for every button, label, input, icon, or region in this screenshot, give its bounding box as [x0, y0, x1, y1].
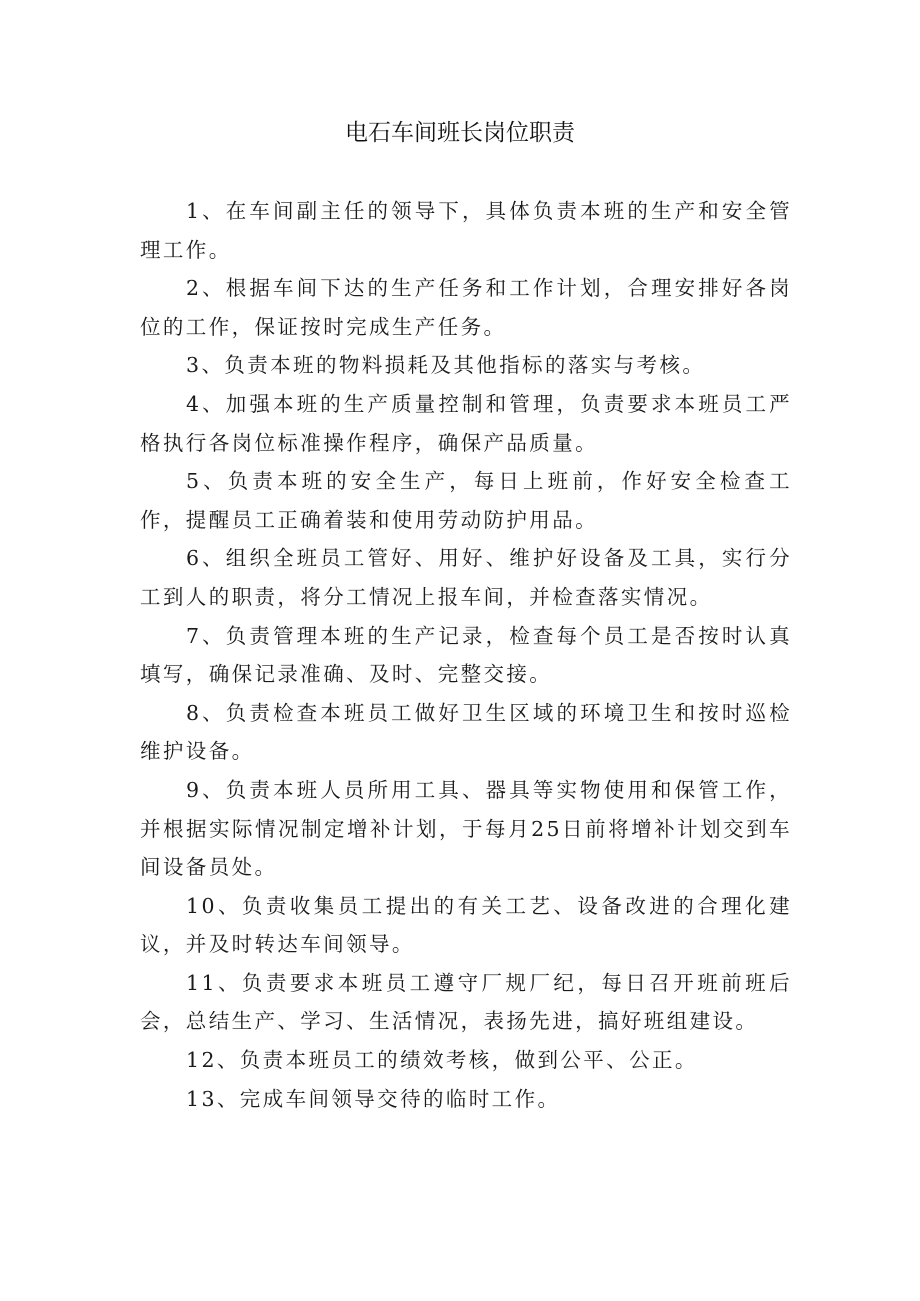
duty-item-7: 7、负责管理本班的生产记录，检查每个员工是否按时认真填写，确保记录准确、及时、完整交接。 [140, 623, 792, 687]
duty-item-10: 10、负责收集员工提出的有关工艺、设备改进的合理化建议，并及时转达车间领导。 [140, 893, 792, 957]
duty-item-6: 6、组织全班员工管好、用好、维护好设备及工具，实行分工到人的职责，将分工情况上报车间，并检查落实情况。 [140, 546, 792, 609]
duty-item-3: 3、负责本班的物料损耗及其他指标的落实与考核。 [186, 353, 706, 378]
duty-item-12: 12、负责本班员工的绩效考核，做到公平、公正。 [186, 1048, 698, 1073]
duty-item-8: 8、负责检查本班员工做好卫生区域的环境卫生和按时巡检维护设备。 [140, 700, 792, 764]
document-body [140, 192, 792, 1118]
duty-item-1: 1、在车间副主任的领导下，具体负责本班的生产和安全管理工作。 [140, 199, 792, 262]
duty-item-9: 9、负责本班人员所用工具、器具等实物使用和保管工作，并根据实际情况制定增补计划，于每月25日前将增补计划交到车间设备员处。 [140, 777, 792, 880]
duty-item-11: 11、负责要求本班员工遵守厂规厂纪，每日召开班前班后会，总结生产、学习、生活情况，表扬先进，搞好班组建设。 [140, 970, 792, 1034]
duty-item-4: 4、加强本班的生产质量控制和管理，负责要求本班员工严格执行各岗位标准操作程序，确保产品质量。 [140, 391, 792, 455]
duty-item-5: 5、负责本班的安全生产，每日上班前，作好安全检查工作，提醒员工正确着装和使用劳动防护用品。 [140, 469, 792, 532]
document-title: 电石车间班长岗位职责 [345, 120, 575, 146]
duty-item-2: 2、根据车间下达的生产任务和工作计划，合理安排好各岗位的工作，保证按时完成生产任务。 [140, 276, 792, 339]
duty-item-13: 13、完成车间领导交待的临时工作。 [186, 1086, 561, 1111]
